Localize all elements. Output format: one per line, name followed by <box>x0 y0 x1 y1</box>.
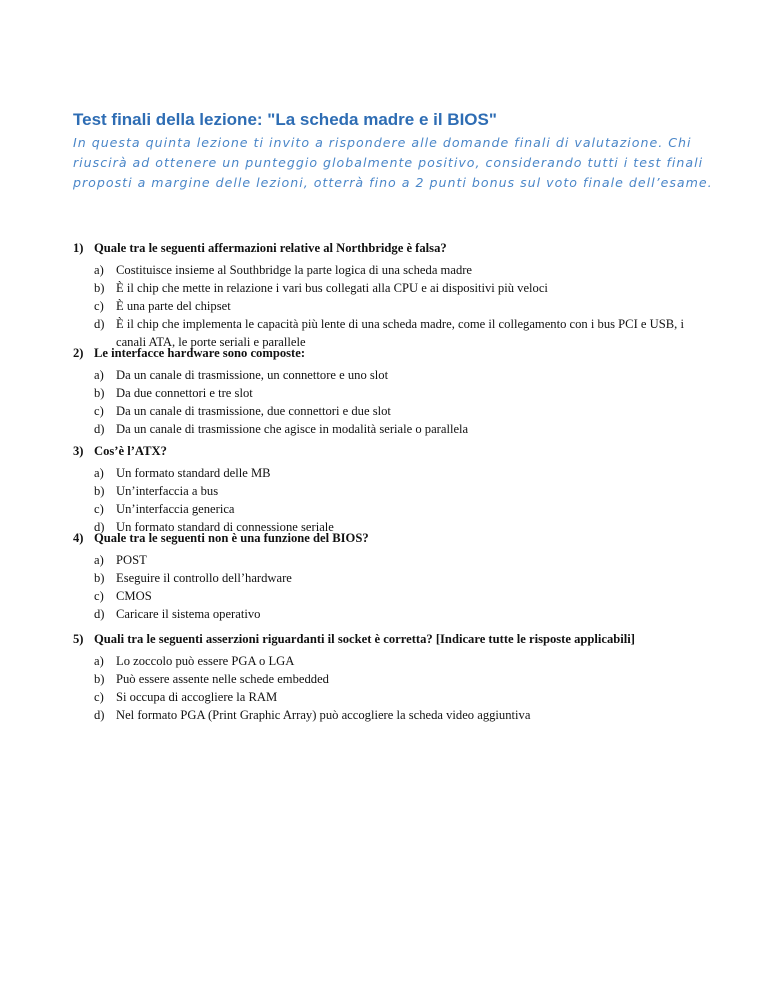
option-letter: b) <box>94 571 105 585</box>
option-text: Da un canale di trasmissione, due connettori e due slot <box>116 404 391 418</box>
option-text: CMOS <box>116 589 152 603</box>
answer-option-b <box>94 384 713 402</box>
option-letter: a) <box>94 654 104 668</box>
option-text: Un’interfaccia a bus <box>116 484 219 498</box>
option-text: Un formato standard di connessione seriale <box>116 520 334 534</box>
option-text: È il chip che implementa le capacità più lente di una scheda madre, come il collegamento con i bus PCI e USB, i canali ATA, le porte seriali e parallele <box>116 317 684 349</box>
answer-option-c <box>94 402 713 420</box>
answer-option-d <box>94 706 713 724</box>
option-letter: a) <box>94 466 104 480</box>
question-number: 4) <box>73 531 84 545</box>
option-text: Si occupa di accogliere la RAM <box>116 690 278 704</box>
question-number: 1) <box>73 241 84 255</box>
answer-option-c <box>94 688 713 706</box>
question-3 <box>73 442 713 536</box>
question-5 <box>73 630 713 724</box>
option-text: Caricare il sistema operativo <box>116 607 261 621</box>
answer-option-b <box>94 670 713 688</box>
answer-option-c <box>94 297 713 315</box>
option-letter: c) <box>94 404 104 418</box>
question-heading <box>73 239 713 257</box>
answer-options <box>94 464 713 536</box>
option-letter: b) <box>94 672 105 686</box>
question-number: 3) <box>73 444 84 458</box>
option-letter: d) <box>94 422 105 436</box>
answer-option-d <box>94 605 713 623</box>
question-text: Quale tra le seguenti non è una funzione del BIOS? <box>94 531 369 545</box>
answer-option-a <box>94 652 713 670</box>
option-letter: a) <box>94 553 104 567</box>
question-1 <box>73 239 713 351</box>
option-text: Da un canale di trasmissione, un connettore e uno slot <box>116 368 389 382</box>
answer-option-a <box>94 464 713 482</box>
question-heading <box>73 344 713 362</box>
option-text: Può essere assente nelle schede embedded <box>116 672 329 686</box>
question-text: Quale tra le seguenti affermazioni relative al Northbridge è falsa? <box>94 241 447 255</box>
answer-option-a <box>94 366 713 384</box>
answer-option-b <box>94 279 713 297</box>
answer-option-a <box>94 261 713 279</box>
option-letter: d) <box>94 520 105 534</box>
option-letter: c) <box>94 690 104 704</box>
option-letter: c) <box>94 589 104 603</box>
option-letter: c) <box>94 299 104 313</box>
option-letter: b) <box>94 484 105 498</box>
answer-option-c <box>94 587 713 605</box>
answer-option-c <box>94 500 713 518</box>
question-2 <box>73 344 713 438</box>
option-text: POST <box>116 553 147 567</box>
answer-option-b <box>94 482 713 500</box>
option-text: Un’interfaccia generica <box>116 502 235 516</box>
answer-options <box>94 652 713 724</box>
question-heading <box>73 442 713 460</box>
option-text: È il chip che mette in relazione i vari bus collegati alla CPU e ai dispositivi più veloci <box>116 281 548 295</box>
option-letter: c) <box>94 502 104 516</box>
option-text: Nel formato PGA (Print Graphic Array) può accogliere la scheda video aggiuntiva <box>116 708 531 722</box>
document-intro: In questa quinta lezione ti invito a rispondere alle domande finali di valutazione. Chi riuscirà ad ottenere un punteggio globalmente positivo, considerando tutti i test finali proposti a margine delle lezioni, otterrà fino a 2 punti bonus sul voto finale dell’esame. <box>73 135 713 190</box>
option-letter: d) <box>94 317 105 331</box>
question-number: 5) <box>73 632 84 646</box>
question-text: Cos’è l’ATX? <box>94 444 167 458</box>
answer-option-b <box>94 569 713 587</box>
answer-options <box>94 366 713 438</box>
question-heading <box>73 630 713 648</box>
option-letter: b) <box>94 386 105 400</box>
option-text: È una parte del chipset <box>116 299 231 313</box>
document-title: Test finali della lezione: "La scheda madre e il BIOS" <box>73 110 497 129</box>
option-text: Eseguire il controllo dell’hardware <box>116 571 292 585</box>
answer-options <box>94 261 713 351</box>
question-number: 2) <box>73 346 84 360</box>
option-letter: b) <box>94 281 105 295</box>
option-letter: d) <box>94 708 105 722</box>
question-text: Quali tra le seguenti asserzioni riguardanti il socket è corretta? [Indicare tutte le risposte applicabili] <box>94 632 635 646</box>
option-letter: a) <box>94 263 104 277</box>
question-heading <box>73 529 713 547</box>
question-text: Le interfacce hardware sono composte: <box>94 346 306 360</box>
option-text: Lo zoccolo può essere PGA o LGA <box>116 654 295 668</box>
option-letter: a) <box>94 368 104 382</box>
option-text: Un formato standard delle MB <box>116 466 271 480</box>
option-text: Da un canale di trasmissione che agisce in modalità seriale o parallela <box>116 422 469 436</box>
option-text: Da due connettori e tre slot <box>116 386 253 400</box>
answer-option-d <box>94 420 713 438</box>
option-letter: d) <box>94 607 105 621</box>
answer-option-a <box>94 551 713 569</box>
answer-options <box>94 551 713 623</box>
question-4 <box>73 529 713 623</box>
option-text: Costituisce insieme al Southbridge la parte logica di una scheda madre <box>116 263 473 277</box>
